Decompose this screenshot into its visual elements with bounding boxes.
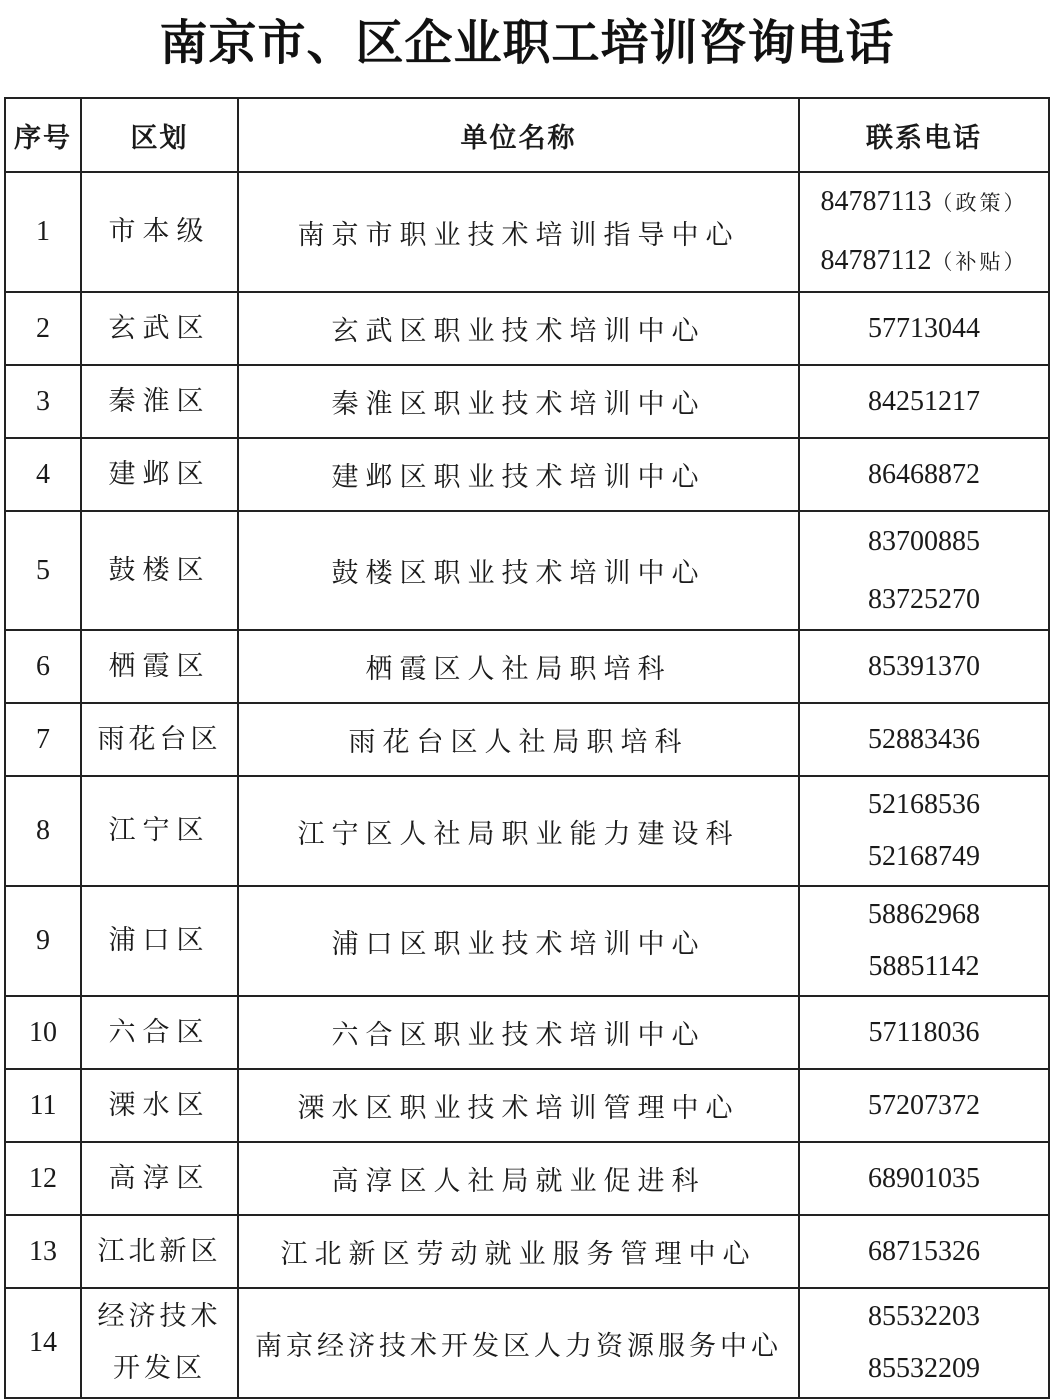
row-number: 11 bbox=[5, 1069, 81, 1142]
table-row bbox=[5, 1288, 1049, 1398]
phone-note: （补贴） bbox=[931, 250, 1028, 274]
district-cell bbox=[81, 703, 238, 776]
phone-number: 83725270 bbox=[868, 583, 980, 615]
row-number: 10 bbox=[5, 996, 81, 1069]
district-cell bbox=[81, 365, 238, 438]
table-row bbox=[5, 511, 1049, 630]
phone-cell bbox=[799, 172, 1049, 292]
table-row bbox=[5, 776, 1049, 886]
contacts-table bbox=[4, 97, 1050, 1399]
phone-cell bbox=[799, 511, 1049, 630]
row-number: 2 bbox=[5, 292, 81, 365]
district-label: 雨花台区 bbox=[97, 723, 222, 755]
phone-number: 57713044 bbox=[868, 312, 980, 344]
row-number: 8 bbox=[5, 776, 81, 886]
table-row bbox=[5, 172, 1049, 292]
phone-number: 85532203 bbox=[868, 1301, 980, 1332]
phone-number: 86468872 bbox=[868, 458, 980, 490]
table-row bbox=[5, 703, 1049, 776]
table-row bbox=[5, 1142, 1049, 1215]
district-cell bbox=[81, 776, 238, 886]
phone-number: 68901035 bbox=[868, 1162, 980, 1194]
district-cell bbox=[81, 511, 238, 630]
phone-number: 52168536 bbox=[868, 789, 980, 820]
phone-number: 83700885 bbox=[868, 525, 980, 557]
phone-cell bbox=[799, 886, 1049, 996]
row-number: 5 bbox=[5, 511, 81, 630]
district-cell bbox=[81, 1069, 238, 1142]
district-cell bbox=[81, 1142, 238, 1215]
phone-cell bbox=[799, 1069, 1049, 1142]
table-row bbox=[5, 292, 1049, 365]
district-cell bbox=[81, 630, 238, 703]
district-cell bbox=[81, 886, 238, 996]
unit-name: 玄武区职业技术培训中心 bbox=[238, 292, 799, 365]
phone-cell bbox=[799, 1288, 1049, 1398]
unit-name: 南京市职业技术培训指导中心 bbox=[238, 172, 799, 292]
district-label: 玄武区 bbox=[108, 312, 211, 344]
district-label: 栖霞区 bbox=[108, 650, 211, 682]
district-cell bbox=[81, 438, 238, 511]
row-number: 9 bbox=[5, 886, 81, 996]
district-label: 江北新区 bbox=[97, 1235, 222, 1267]
header-district: 区划 bbox=[81, 98, 238, 172]
header-no: 序号 bbox=[5, 98, 81, 172]
unit-name: 六合区职业技术培训中心 bbox=[238, 996, 799, 1069]
district-cell bbox=[81, 292, 238, 365]
phone-number: 68715326 bbox=[868, 1235, 980, 1267]
phone-cell bbox=[799, 630, 1049, 703]
phone-cell bbox=[799, 996, 1049, 1069]
phone-number: 57118036 bbox=[868, 1016, 980, 1048]
table-header-row bbox=[5, 98, 1049, 172]
row-number: 13 bbox=[5, 1215, 81, 1288]
district-cell bbox=[81, 1215, 238, 1288]
table-row bbox=[5, 630, 1049, 703]
district-label: 六合区 bbox=[108, 1016, 211, 1048]
table-row bbox=[5, 365, 1049, 438]
row-number: 1 bbox=[5, 172, 81, 292]
phone-number: 84787112 bbox=[820, 245, 932, 276]
unit-name: 南京经济技术开发区人力资源服务中心 bbox=[238, 1288, 799, 1398]
unit-name: 浦口区职业技术培训中心 bbox=[238, 886, 799, 996]
district-cell bbox=[81, 1288, 238, 1398]
page-title: 南京市、区企业职工培训咨询电话 bbox=[159, 15, 895, 71]
header-phone: 联系电话 bbox=[799, 98, 1049, 172]
phone-number: 52883436 bbox=[868, 723, 980, 755]
phone-number: 58862968 bbox=[868, 899, 980, 930]
table-row bbox=[5, 438, 1049, 511]
unit-name: 江宁区人社局职业能力建设科 bbox=[238, 776, 799, 886]
district-label: 建邺区 bbox=[108, 458, 211, 490]
phone-number: 85391370 bbox=[868, 650, 980, 682]
phone-cell bbox=[799, 1142, 1049, 1215]
unit-name: 雨花台区人社局职培科 bbox=[238, 703, 799, 776]
phone-number: 85532209 bbox=[868, 1353, 980, 1384]
unit-name: 鼓楼区职业技术培训中心 bbox=[238, 511, 799, 630]
row-number: 6 bbox=[5, 630, 81, 703]
phone-cell bbox=[799, 703, 1049, 776]
phone-cell bbox=[799, 292, 1049, 365]
unit-name: 高淳区人社局就业促进科 bbox=[238, 1142, 799, 1215]
row-number: 12 bbox=[5, 1142, 81, 1215]
unit-name: 江北新区劳动就业服务管理中心 bbox=[238, 1215, 799, 1288]
unit-name: 溧水区职业技术培训管理中心 bbox=[238, 1069, 799, 1142]
district-label: 浦口区 bbox=[108, 925, 211, 956]
district-label: 高淳区 bbox=[108, 1162, 211, 1194]
phone-number: 84787113 bbox=[820, 186, 932, 217]
phone-number: 84251217 bbox=[868, 385, 980, 417]
table-row bbox=[5, 996, 1049, 1069]
row-number: 4 bbox=[5, 438, 81, 511]
header-unit: 单位名称 bbox=[238, 98, 799, 172]
district-cell bbox=[81, 172, 238, 292]
district-label: 市本级 bbox=[108, 216, 211, 247]
row-number: 7 bbox=[5, 703, 81, 776]
phone-number: 58851142 bbox=[868, 951, 980, 982]
district-label: 溧水区 bbox=[108, 1089, 211, 1121]
phone-note: （政策） bbox=[931, 191, 1028, 215]
district-label: 开发区 bbox=[113, 1353, 206, 1384]
phone-line bbox=[800, 232, 1048, 291]
district-cell bbox=[81, 996, 238, 1069]
district-label: 江宁区 bbox=[108, 815, 211, 846]
phone-line bbox=[800, 173, 1048, 232]
table-row bbox=[5, 1069, 1049, 1142]
phone-cell bbox=[799, 776, 1049, 886]
phone-cell bbox=[799, 365, 1049, 438]
unit-name: 建邺区职业技术培训中心 bbox=[238, 438, 799, 511]
row-number: 14 bbox=[5, 1288, 81, 1398]
phone-number: 52168749 bbox=[868, 841, 980, 872]
table-row bbox=[5, 1215, 1049, 1288]
unit-name: 秦淮区职业技术培训中心 bbox=[238, 365, 799, 438]
phone-number: 57207372 bbox=[868, 1089, 980, 1121]
district-label: 鼓楼区 bbox=[108, 554, 211, 586]
district-label: 经济技术 bbox=[97, 1301, 222, 1332]
table-row bbox=[5, 886, 1049, 996]
unit-name: 栖霞区人社局职培科 bbox=[238, 630, 799, 703]
row-number: 3 bbox=[5, 365, 81, 438]
district-label: 秦淮区 bbox=[108, 385, 211, 417]
phone-cell bbox=[799, 1215, 1049, 1288]
phone-cell bbox=[799, 438, 1049, 511]
